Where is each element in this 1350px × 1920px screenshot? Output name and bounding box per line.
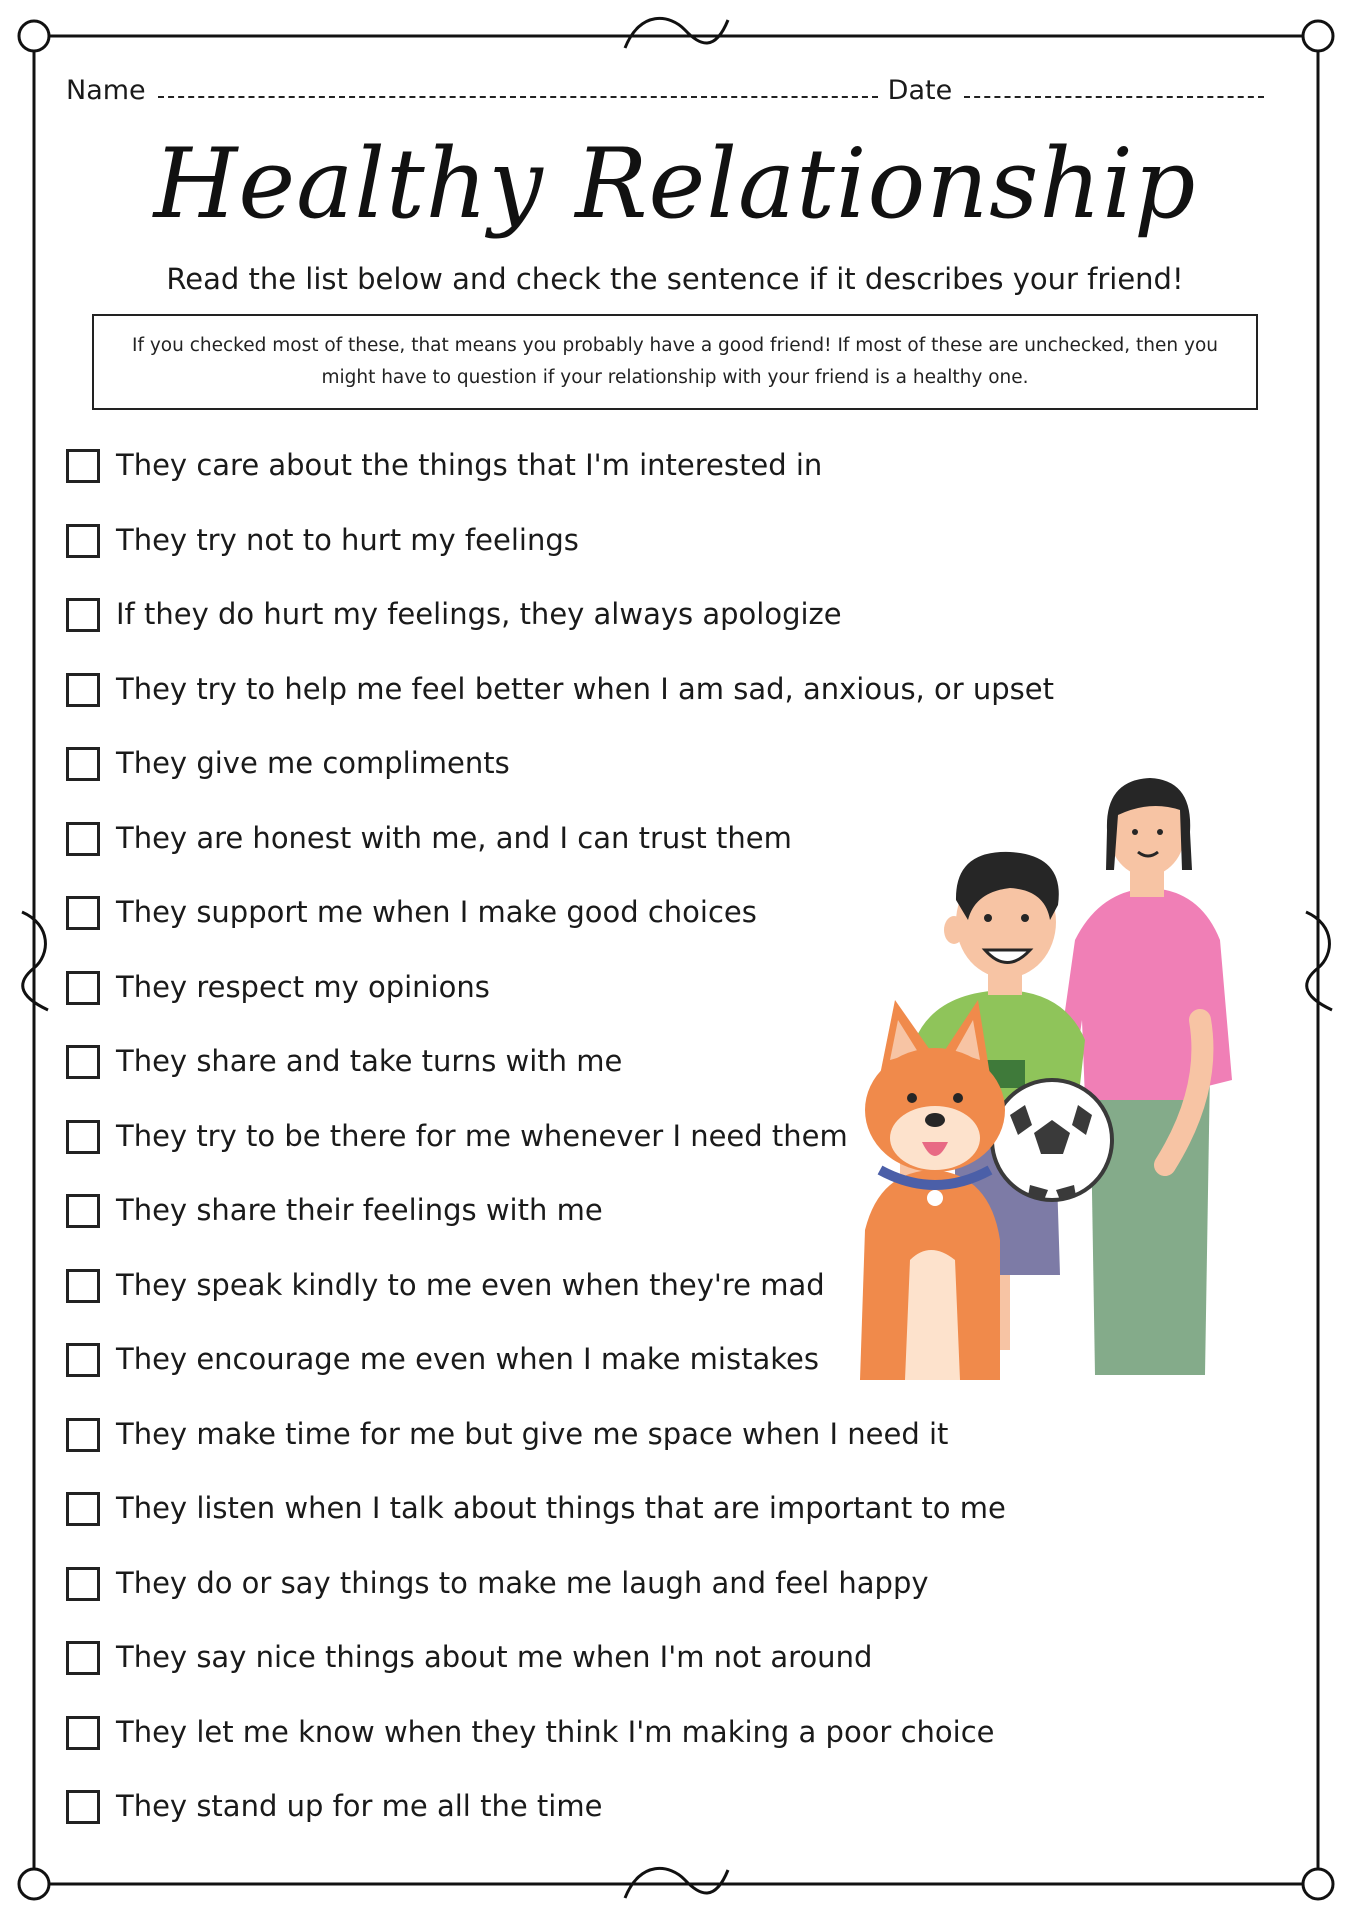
checklist-item-label: They are honest with me, and I can trust them [116, 820, 792, 855]
name-date-row [66, 62, 1286, 106]
checkbox[interactable] [66, 1120, 100, 1154]
checkbox[interactable] [66, 673, 100, 707]
checkbox[interactable] [66, 1641, 100, 1675]
checklist-item [66, 594, 1066, 669]
checklist-item-label: They give me compliments [116, 746, 510, 780]
checkbox[interactable] [66, 896, 100, 930]
soccer-ball-icon [992, 1080, 1112, 1200]
instruction-text: Read the list below and check the sentence if it describes your friend! [166, 262, 1184, 296]
checklist-item-label: They encourage me even when I make mistakes [116, 1342, 819, 1376]
page-title: Healthy Relationship [153, 128, 1197, 240]
name-field[interactable] [158, 90, 878, 98]
checkbox[interactable] [66, 747, 100, 781]
checklist-item-label: They care about the things that I'm interested in [116, 448, 823, 482]
checklist-item [66, 1786, 1066, 1861]
checklist-item [66, 1563, 1066, 1638]
checkbox[interactable] [66, 1045, 100, 1079]
checklist-item-label: They listen when I talk about things that are important to me [116, 1491, 1006, 1525]
checklist-item-label: They try to be there for me whenever I need them [116, 1118, 848, 1153]
checklist-item-label: If they do hurt my feelings, they always apologize [116, 597, 842, 631]
checklist-item-label: They speak kindly to me even when they're mad [116, 1267, 825, 1302]
checklist-item [66, 1712, 1066, 1787]
girl-figure [1055, 778, 1232, 1375]
checklist-item-label: They support me when I make good choices [116, 895, 757, 929]
note-text: If you checked most of these, that means you probably have a good friend! If most of these are unchecked, then you might have to question if your relationship with your friend is a healthy one. [132, 335, 1218, 388]
checklist-item-label: They respect my opinions [116, 969, 490, 1004]
checklist-item-label: They try not to hurt my feelings [116, 522, 579, 557]
checkbox[interactable] [66, 1343, 100, 1377]
checklist-item-label: They share their feelings with me [116, 1193, 603, 1227]
checkbox[interactable] [66, 1269, 100, 1303]
checklist-item-label: They try to help me feel better when I am sad, anxious, or upset [116, 671, 1054, 706]
date-field[interactable] [964, 90, 1264, 98]
checklist-item [66, 1637, 1066, 1712]
kids-with-dog-illustration [860, 770, 1250, 1380]
checklist-item [66, 669, 1066, 744]
checklist-item [66, 445, 1066, 520]
checkbox[interactable] [66, 524, 100, 558]
checklist-item-label: They say nice things about me when I'm not around [116, 1640, 873, 1674]
checkbox[interactable] [66, 1716, 100, 1750]
checkbox[interactable] [66, 1567, 100, 1601]
checkbox[interactable] [66, 1418, 100, 1452]
checklist-item [66, 1414, 1066, 1489]
checkbox[interactable] [66, 449, 100, 483]
name-label: Name [66, 75, 146, 106]
checkbox[interactable] [66, 598, 100, 632]
checkbox[interactable] [66, 1492, 100, 1526]
checklist-item-label: They stand up for me all the time [116, 1789, 603, 1823]
note-box [92, 314, 1258, 410]
checklist-item-label: They let me know when they think I'm making a poor choice [116, 1714, 995, 1749]
checklist-item [66, 1488, 1066, 1563]
date-label: Date [887, 75, 953, 106]
checkbox[interactable] [66, 971, 100, 1005]
checklist-item-label: They share and take turns with me [116, 1044, 623, 1078]
checklist-item-label: They make time for me but give me space when I need it [116, 1416, 949, 1451]
checkbox[interactable] [66, 822, 100, 856]
checklist-item-label: They do or say things to make me laugh and feel happy [116, 1565, 929, 1600]
checkbox[interactable] [66, 1790, 100, 1824]
checklist-item [66, 520, 1066, 595]
checkbox[interactable] [66, 1194, 100, 1228]
